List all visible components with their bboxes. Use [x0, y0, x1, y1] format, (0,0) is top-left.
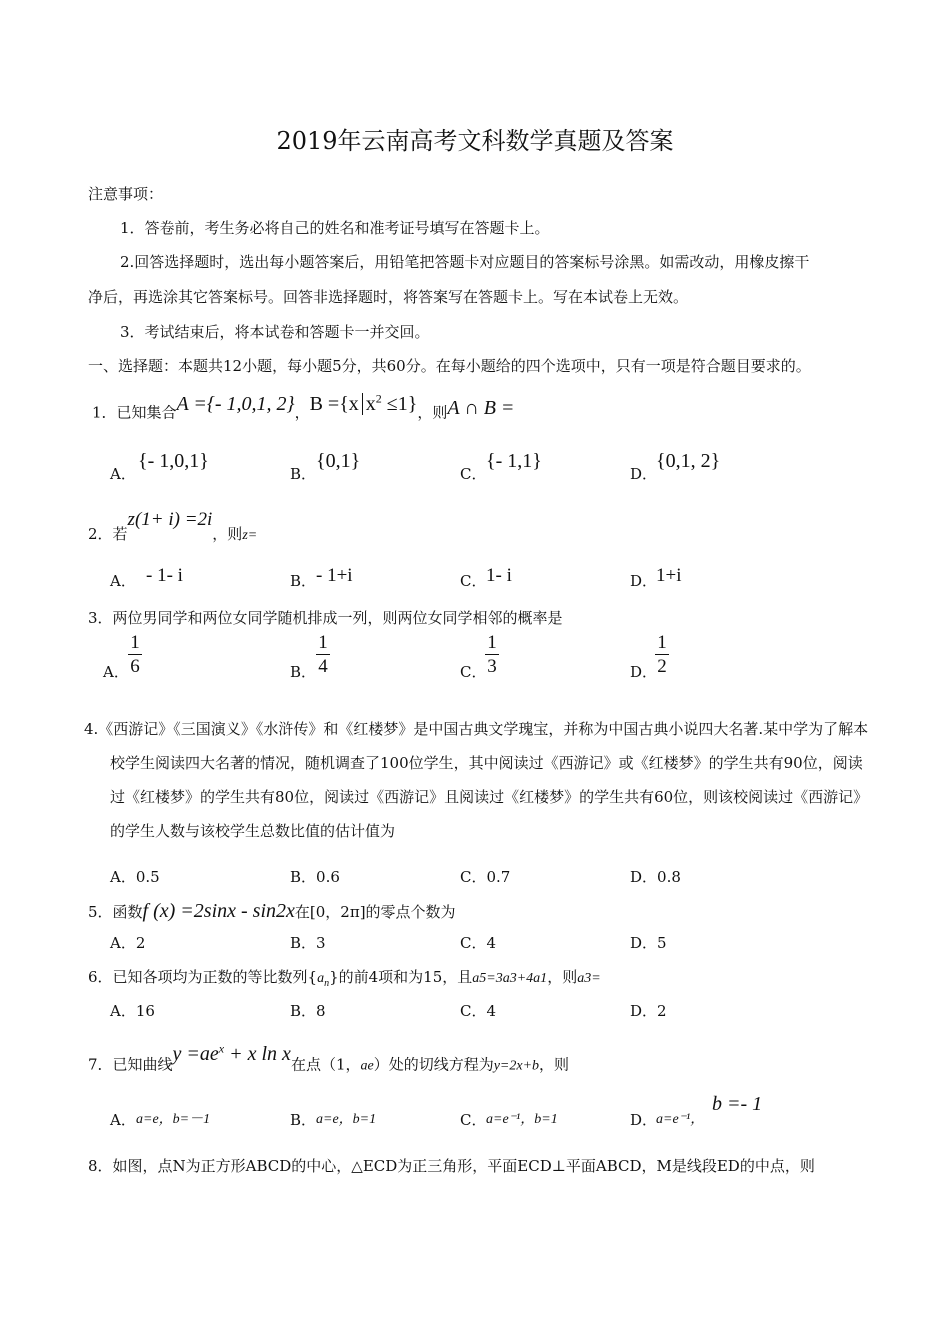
page-title: 2019年云南高考文科数学真题及答案	[276, 127, 674, 155]
q3-option-c-fraction: 1 3	[485, 632, 499, 677]
q2-suffix: ，则	[212, 525, 243, 543]
q1-set-b: B ={x $x^2 \le 1$}	[309, 391, 418, 415]
notice-item-2-line2: 净后，再选涂其它答案标号。回答非选择题时，将答案写在答题卡上。写在本试卷上无效。	[88, 288, 689, 306]
q1-option-d-label: D．	[630, 465, 658, 483]
question-2	[88, 509, 258, 546]
q5-expr: f (x) =2sinx - sin2x	[142, 900, 295, 922]
q3-option-a-fraction: 1 6	[128, 632, 142, 677]
question-6: 6．已知各项均为正数的等比数列$\{a_n\}$的前4项和为15，且a5=3a3+4a1，则a3=	[88, 968, 601, 989]
q2-option-c: 1- i	[486, 565, 512, 586]
q6-option-a: A．16	[110, 1002, 155, 1020]
q1-option-b-label: B．	[290, 465, 317, 483]
notice-heading: 注意事项：	[88, 185, 164, 203]
q2-option-a: - 1- i	[146, 565, 183, 586]
q3-option-d-fraction: 1 2	[655, 632, 669, 677]
question-7: 7．已知曲线$y =ae^x + x$ ln x在点（1，ae）处的切线方程为y=2x+b，则	[88, 1041, 570, 1074]
q1-prefix: 1．已知集合	[92, 403, 177, 422]
q1-expr: A ∩ B =	[447, 396, 515, 419]
q3-option-c-label: C．	[460, 663, 487, 681]
q7-option-d: a=e⁻¹，	[656, 1112, 705, 1127]
q2-option-c-label: C．	[460, 572, 487, 590]
q4-option-a: A．0.5	[110, 868, 160, 886]
q3-option-b-fraction: 1 4	[316, 632, 330, 677]
q7-tangent-line: y=2x+b	[493, 1058, 540, 1074]
q1-option-d: {0,1, 2}	[656, 450, 721, 472]
q1-suffix: ，则	[417, 403, 448, 422]
q5-prefix: 5．函数	[88, 903, 143, 921]
q3-option-b-label: B．	[290, 663, 317, 681]
q7-option-b-label: B．	[290, 1111, 317, 1129]
q1-option-c-label: C．	[460, 465, 487, 483]
question-5	[88, 901, 456, 922]
q7-option-a-label: A．	[110, 1111, 136, 1129]
q6-option-b: B．8	[290, 1002, 326, 1020]
q5-option-c: C．4	[460, 934, 497, 952]
q2-option-a-label: A．	[110, 572, 136, 590]
question-4: 4.《西游记》《三国演义》《水浒传》和《红楼梦》是中国古典文学瑰宝，并称为中国古典小说四大名著.某中学为了解本校学生阅读四大名著的情况，随机调查了100位学生，其中阅读过《西游记》或《红楼梦》的学生共有90位，阅读过《红楼梦》的学生共有80位，阅读过《西游记》且阅读过《红楼梦》的学生共有60位，则该校阅读过《西游记》的学生人数与该校学生总数比值的估计值为	[84, 720, 869, 840]
q5-suffix: 在[0，2π]的零点个数为	[294, 903, 456, 921]
q6-an: $a_n$	[317, 971, 330, 989]
question-1	[92, 391, 515, 423]
q4-option-d: D．0.8	[630, 868, 681, 886]
q7-curve: $y =ae^x + x$ ln x	[172, 1041, 291, 1065]
q6-condition: a5=3a3+4a1	[472, 971, 548, 986]
section-heading: 一、选择题：本题共12小题，每小题5分，共60分。在每小题给的四个选项中，只有一项是符合题目要求的。	[88, 357, 811, 375]
q1-abs-bar	[362, 393, 363, 415]
q4-option-c: C．0.7	[460, 868, 511, 886]
q6-ask: a3=	[577, 971, 601, 986]
notice-item-2-line1: 2.回答选择题时，选出每小题答案后，用铅笔把答题卡对应题目的答案标号涂黑。如需改动，用橡皮擦干	[120, 253, 810, 271]
notice-item-3: 3．考试结束后，将本试卷和答题卡一并交回。	[120, 323, 430, 341]
q6-option-c: C．4	[460, 1002, 497, 1020]
q2-option-d-label: D．	[630, 572, 658, 590]
q4-option-b: B．0.6	[290, 868, 340, 886]
q7-option-a: a=e，b=－1	[136, 1112, 211, 1127]
q2-expr: z(1+ i) =2i	[127, 509, 213, 530]
q1-option-c: {- 1,1}	[486, 450, 542, 472]
q1-option-a-label: A．	[110, 465, 136, 483]
question-8: 8．如图，点N为正方形ABCD的中心，△ECD为正三角形，平面ECD⊥平面ABCD，M是线段ED的中点，则	[88, 1157, 815, 1175]
q5-option-a: A．2	[110, 934, 146, 952]
q2-option-b: - 1+i	[316, 565, 353, 586]
question-3: 3．两位男同学和两位女同学随机排成一列，则两位女同学相邻的概率是	[88, 609, 563, 627]
q3-option-d-label: D．	[630, 663, 658, 681]
q1-option-a: {- 1,0,1}	[138, 450, 209, 472]
q2-prefix: 2．若	[88, 525, 128, 543]
q5-option-b: B．3	[290, 934, 326, 952]
q1-option-b: {0,1}	[316, 450, 361, 472]
q7-option-c: a=e⁻¹，b=1	[486, 1112, 558, 1127]
q5-option-d: D．5	[630, 934, 667, 952]
q2-option-d: 1+i	[656, 565, 682, 586]
q6-option-d: D．2	[630, 1002, 667, 1020]
q7-option-d-expr: b =- 1	[712, 1093, 763, 1115]
q3-option-a-label: A．	[103, 663, 129, 681]
q1-set-a: A ={- 1,0,1, 2}	[176, 392, 295, 415]
q7-option-b: a=e，b=1	[316, 1112, 377, 1127]
q2-z: z=	[242, 528, 258, 543]
notice-item-1: 1．答卷前，考生务必将自己的姓名和准考证号填写在答题卡上。	[120, 219, 550, 237]
q7-option-c-label: C．	[460, 1111, 487, 1129]
q7-option-d-label: D．	[630, 1111, 658, 1129]
q1-comma: ，	[294, 403, 310, 422]
q2-option-b-label: B．	[290, 572, 317, 590]
